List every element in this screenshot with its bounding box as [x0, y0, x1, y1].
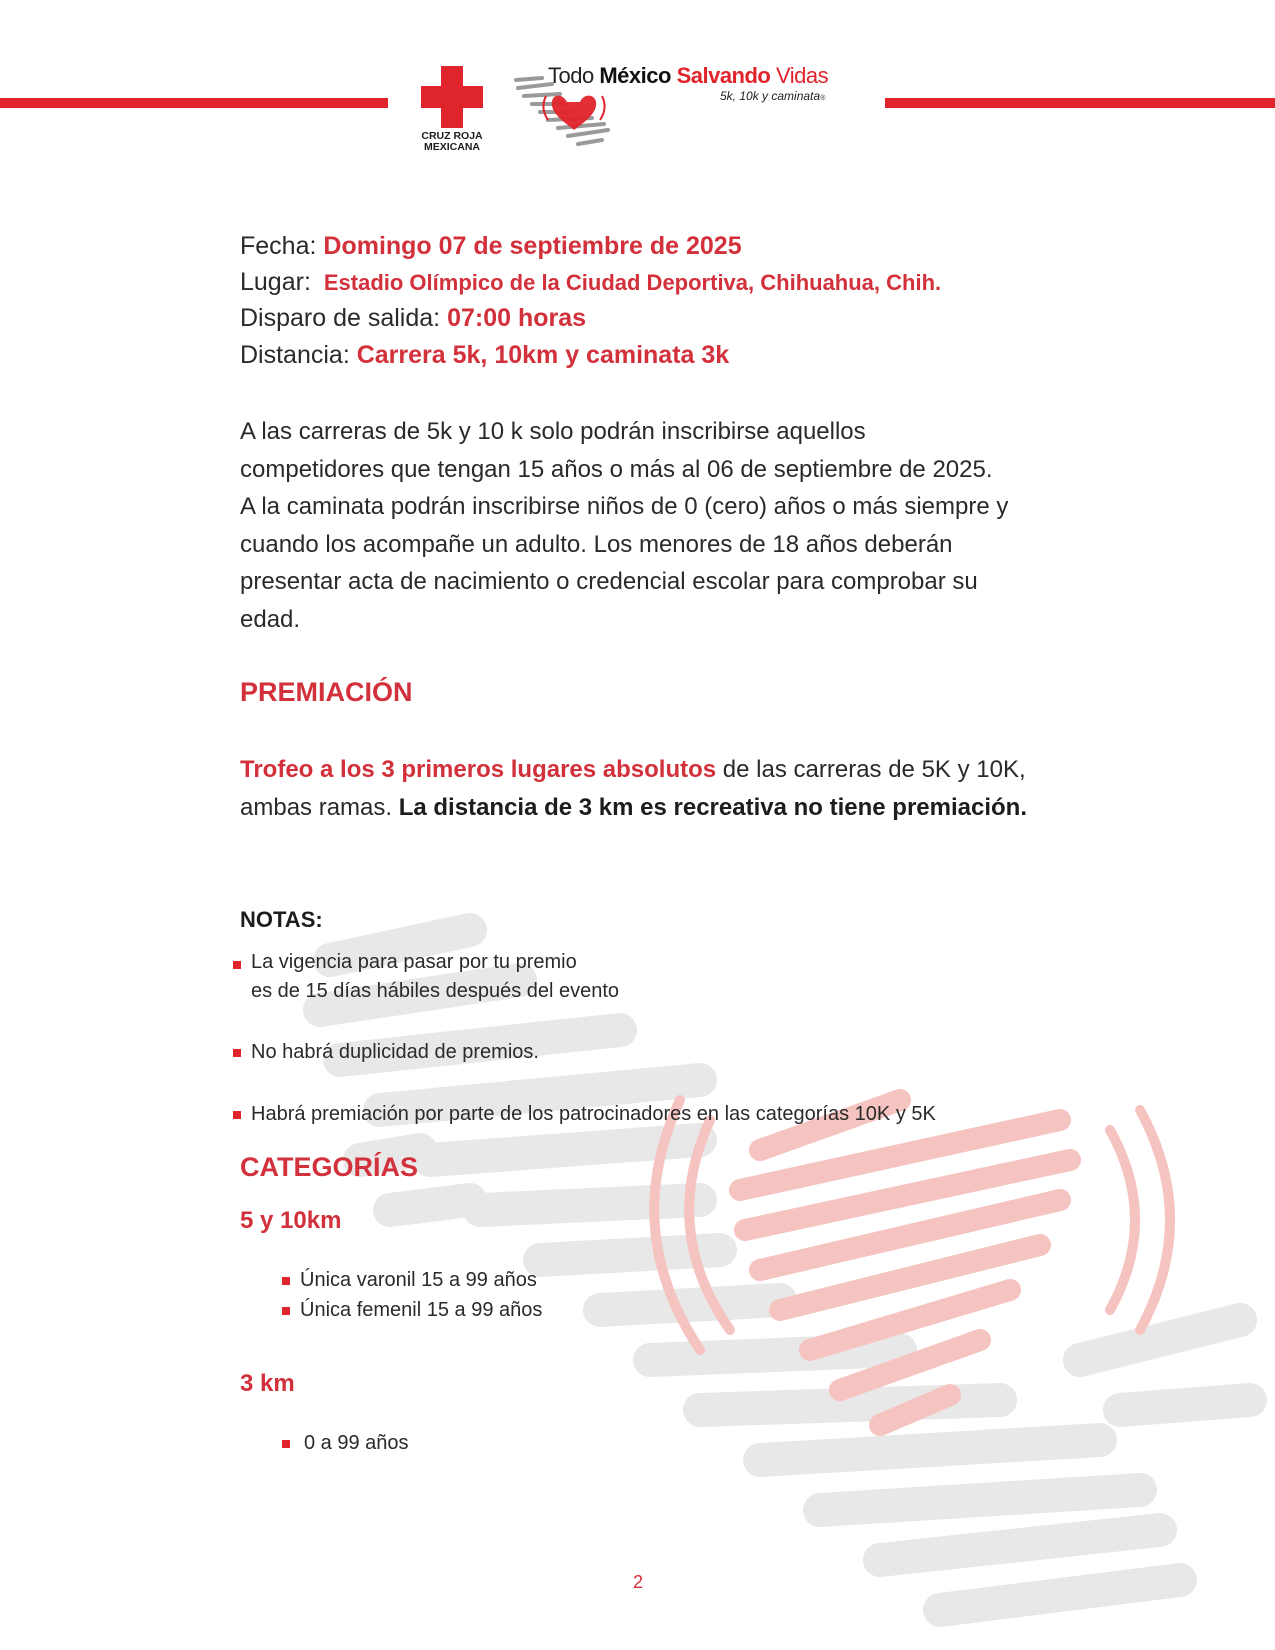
- campaign-vidas: Vidas: [776, 63, 829, 88]
- red-cross-icon: [421, 66, 483, 128]
- note-text: No habrá duplicidad de premios.: [251, 1041, 539, 1063]
- campaign-reg: ®: [820, 95, 826, 102]
- note-text: La vigencia para pasar por tu premio: [251, 951, 577, 973]
- group-5-10km-title: 5 y 10km: [240, 1207, 342, 1234]
- category-item: [282, 1432, 409, 1455]
- fecha-value: Domingo 07 de septiembre de 2025: [323, 232, 742, 260]
- org-name-line1: CRUZ ROJA: [421, 130, 483, 142]
- fecha-label: Fecha:: [240, 232, 317, 260]
- eligibility-paragraph: A las carreras de 5k y 10 k solo podrán inscribirse aquellos competidores que tengan 15 años o más al 06 de septiembre de 2025. A la caminata podrán inscribirse niños de 0 (cero) años o más siempre y cuando los acompañe un adulto. Los menores de 18 años deberán presentar acta de nacimiento o credencial escolar para comprobar su edad.: [240, 418, 1009, 633]
- bullet-square-icon: [282, 1277, 290, 1285]
- campaign-todo: Todo: [548, 63, 594, 88]
- bullet-square-icon: [233, 1049, 241, 1057]
- disparo-line: [240, 304, 586, 333]
- lugar-label: Lugar:: [240, 268, 311, 296]
- category-text: Única femenil 15 a 99 años: [300, 1299, 543, 1321]
- campaign-sub-text: 5k, 10k y caminata: [720, 89, 821, 103]
- note-text: Habrá premiación por parte de los patrocinadores en las categorías 10K y 5K: [251, 1103, 936, 1125]
- header-right-bar: [885, 98, 1275, 108]
- distancia-line: [240, 341, 729, 370]
- distancia-label: Distancia:: [240, 341, 350, 369]
- group-3km-title: 3 km: [240, 1370, 295, 1397]
- note-item: [233, 1100, 936, 1129]
- campaign-title: [548, 63, 828, 89]
- header-left-bar: [0, 98, 388, 108]
- disparo-label: Disparo de salida:: [240, 304, 441, 332]
- recreativa-text: La distancia de 3 km es recreativa no tiene premiación.: [398, 793, 1027, 821]
- note-item-continuation: [251, 977, 619, 1006]
- lugar-value: Estadio Olímpico de la Ciudad Deportiva, Chihuahua, Chih.: [323, 270, 942, 295]
- notas-title: NOTAS:: [240, 907, 323, 932]
- campaign-mexico: México: [599, 63, 671, 88]
- bullet-square-icon: [282, 1440, 290, 1448]
- bullet-square-icon: [233, 961, 241, 969]
- campaign-salvando: Salvando: [676, 63, 771, 88]
- fecha-line: [240, 232, 742, 261]
- trofeo-text: de las carreras de 5K y 10K, ambas ramas.: [240, 756, 1026, 821]
- premiacion-title: PREMIACIÓN: [240, 677, 413, 707]
- trofeo-highlight: Trofeo a los 3 primeros lugares absolutos: [240, 756, 717, 783]
- campaign-subtitle: [720, 89, 825, 103]
- lugar-line: [240, 268, 941, 297]
- category-item: [282, 1299, 542, 1322]
- page-number: 2: [632, 1572, 643, 1592]
- distancia-value: Carrera 5k, 10km y caminata 3k: [356, 341, 730, 369]
- bullet-square-icon: [282, 1307, 290, 1315]
- category-text: Única varonil 15 a 99 años: [300, 1269, 537, 1291]
- org-name: [416, 131, 488, 153]
- disparo-value: 07:00 horas: [447, 304, 587, 332]
- org-name-line2: MEXICANA: [423, 141, 480, 153]
- note-item: [233, 948, 577, 977]
- categorias-title: CATEGORÍAS: [240, 1152, 419, 1182]
- category-text: 0 a 99 años: [304, 1432, 409, 1454]
- category-item: [282, 1269, 537, 1292]
- note-text: es de 15 días hábiles después del evento: [251, 980, 620, 1002]
- premiacion-paragraph: [240, 751, 1040, 826]
- bullet-square-icon: [233, 1111, 241, 1119]
- note-item: [233, 1038, 539, 1067]
